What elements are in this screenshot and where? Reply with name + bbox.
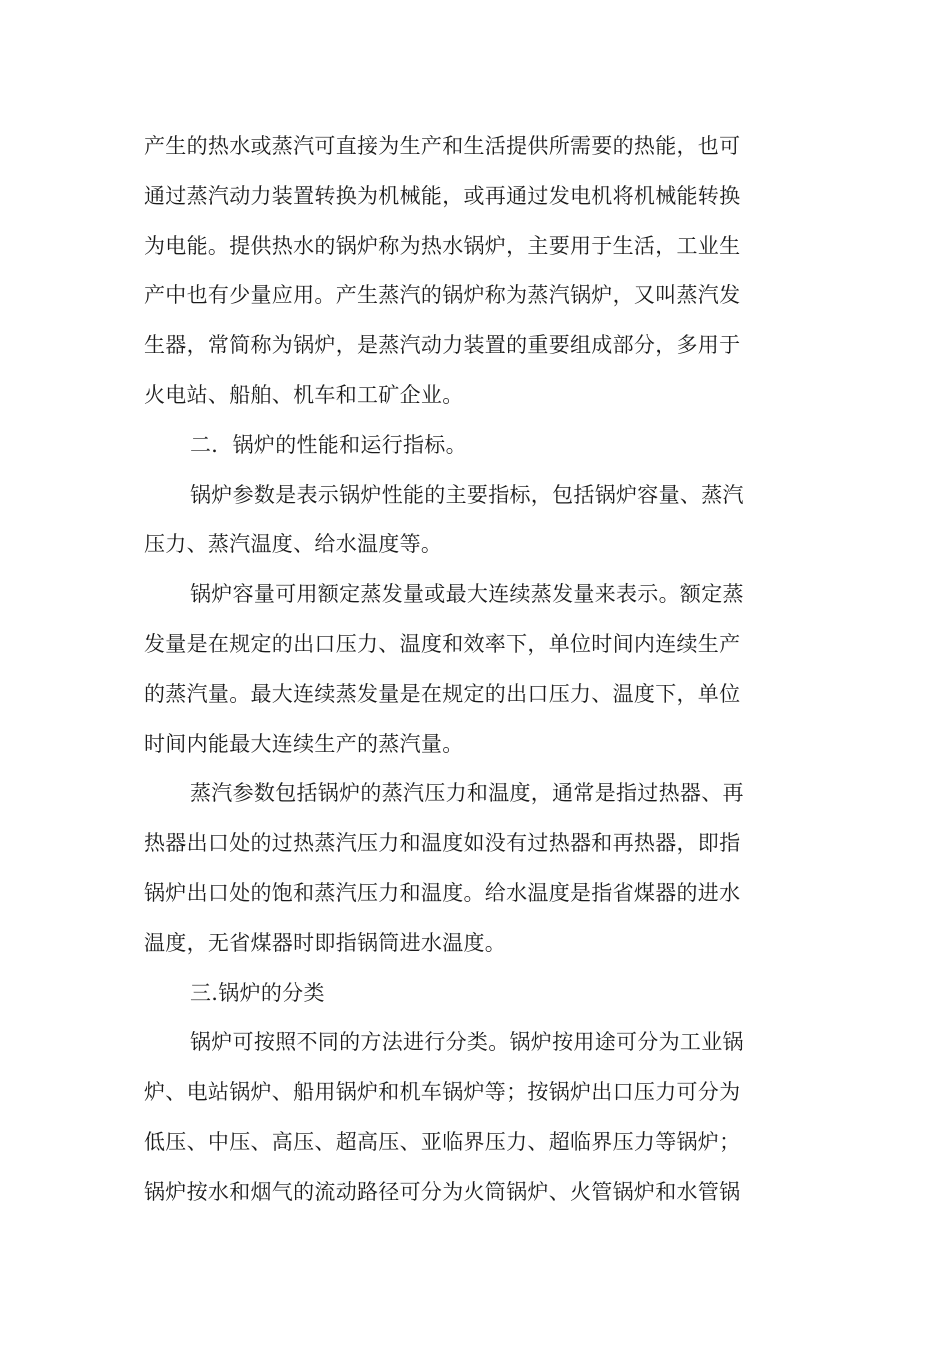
text-line: 时间内能最大连续生产的蒸汽量。 bbox=[144, 731, 464, 756]
text-line: 通过蒸汽动力装置转换为机械能，或再通过发电机将机械能转换 bbox=[144, 183, 741, 208]
text-line: 压力、蒸汽温度、给水温度等。 bbox=[144, 532, 443, 557]
text-line: 二．锅炉的性能和运行指标。 bbox=[190, 432, 467, 457]
text-line: 生器，常简称为锅炉，是蒸汽动力装置的重要组成部分，多用于 bbox=[144, 333, 741, 358]
text-line: 热器出口处的过热蒸汽压力和温度如没有过热器和再热器，即指 bbox=[144, 831, 741, 856]
text-line: 产中也有少量应用。产生蒸汽的锅炉称为蒸汽锅炉，又叫蒸汽发 bbox=[144, 283, 741, 308]
document-body bbox=[144, 122, 744, 1218]
text-line: 的蒸汽量。最大连续蒸发量是在规定的出口压力、温度下，单位 bbox=[144, 681, 741, 706]
text-line: 为电能。提供热水的锅炉称为热水锅炉，主要用于生活，工业生 bbox=[144, 233, 741, 258]
text-line: 锅炉容量可用额定蒸发量或最大连续蒸发量来表示。额定蒸 bbox=[190, 582, 744, 607]
text-line: 发量是在规定的出口压力、温度和效率下，单位时间内连续生产 bbox=[144, 631, 741, 656]
text-line: 温度，无省煤器时即指锅筒进水温度。 bbox=[144, 930, 507, 955]
text-line: 产生的热水或蒸汽可直接为生产和生活提供所需要的热能，也可 bbox=[144, 134, 741, 158]
text-line: 火电站、船舶、机车和工矿企业。 bbox=[144, 382, 464, 407]
text-line: 低压、中压、高压、超高压、亚临界压力、超临界压力等锅炉； bbox=[144, 1129, 741, 1154]
text-line: 锅炉出口处的饱和蒸汽压力和温度。给水温度是指省煤器的进水 bbox=[144, 880, 741, 905]
text-line: 炉、电站锅炉、船用锅炉和机车锅炉等；按锅炉出口压力可分为 bbox=[144, 1080, 741, 1105]
text-line: 锅炉可按照不同的方法进行分类。锅炉按用途可分为工业锅 bbox=[190, 1030, 744, 1055]
text-line: 锅炉参数是表示锅炉性能的主要指标，包括锅炉容量、蒸汽 bbox=[190, 482, 744, 507]
text-line: 三.锅炉的分类 bbox=[190, 980, 325, 1005]
text-line: 蒸汽参数包括锅炉的蒸汽压力和温度，通常是指过热器、再 bbox=[190, 781, 744, 806]
text-line: 锅炉按水和烟气的流动路径可分为火筒锅炉、火管锅炉和水管锅 bbox=[144, 1179, 741, 1204]
